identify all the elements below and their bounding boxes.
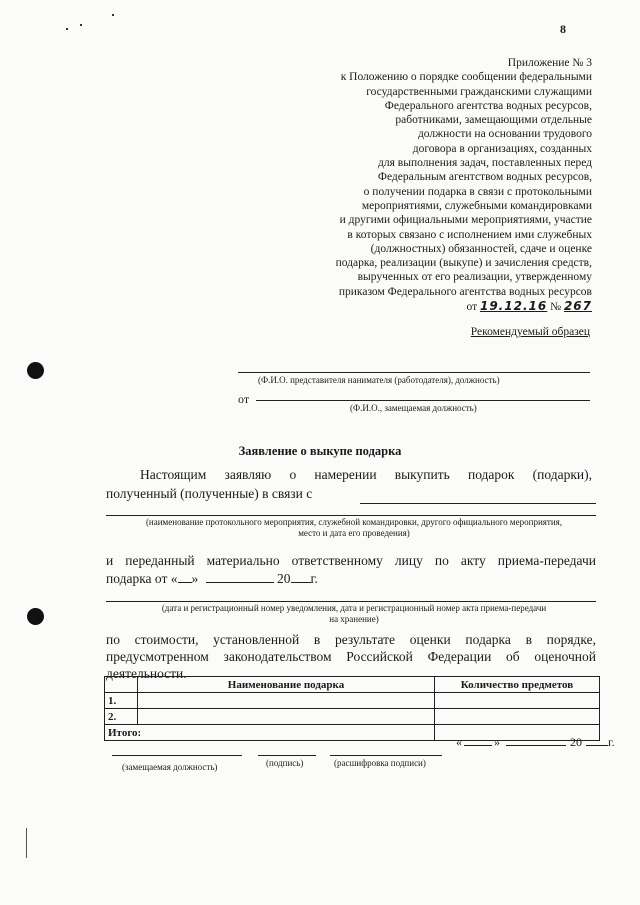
caption-position: (замещаемая должность) [122,762,218,772]
para3-line2: предусмотренном законодательством Российской Федерации об оценочной [106,649,596,664]
para2-line2 [106,570,318,587]
date-open: подарка от « [106,571,178,586]
punch-hole [27,362,44,379]
annex-line: вырученных от его реализации, утвержденному [357,271,592,284]
row-number: 1. [105,693,138,709]
punch-hole [27,608,44,625]
sign-day-field[interactable] [464,734,492,746]
date-quote-open: « [456,735,462,749]
gift-name-cell[interactable] [138,709,435,725]
annex-line: государственными гражданскими служащими [366,85,592,98]
date-close: » [191,571,199,586]
para1-line2: полученный (полученные) в связи с [106,486,313,501]
event-line[interactable] [360,503,596,504]
order-number: 267 [563,299,592,314]
caption-signature: (подпись) [266,758,304,768]
year-prefix: 20 [277,571,291,586]
gift-qty-cell[interactable] [435,693,600,709]
decode-line[interactable] [330,755,442,756]
annex-line: мероприятиями, служебными командировками [361,199,592,212]
day-field[interactable] [178,570,192,583]
scan-speck [112,14,114,16]
total-label: Итого: [105,725,435,741]
annex-line: Федеральным агентством водных ресурсов, [377,171,592,184]
gift-name-cell[interactable] [138,693,435,709]
scan-speck [66,28,68,30]
annex-line: и другими официальными мероприятиями, участие [339,214,592,227]
annex-line: Приложение № 3 [507,57,592,69]
signature-line[interactable] [258,755,316,756]
table-header-row [105,677,600,693]
caption-event-2: место и дата его проведения) [298,528,410,538]
notice-line[interactable] [106,601,596,602]
year-field[interactable] [291,570,311,583]
event-line-2[interactable] [106,515,596,516]
page-number: 8 [560,22,566,36]
sender-line[interactable] [256,400,590,401]
scan-speck [80,24,82,26]
year-suffix: г. [310,571,318,586]
date-quote-close: » [494,735,500,749]
order-date: 19.12.16 [479,299,548,314]
para3-line3: деятельности. [106,666,187,681]
annex-line: подарка, реализации (выкупе) и зачисления средств, [335,257,592,270]
caption-decode: (расшифровка подписи) [334,758,426,768]
margin-mark [26,828,27,858]
col-header-qty: Количество предметов [435,677,600,693]
annex-line: должности на основании трудового [417,128,592,141]
order-date-line [212,299,592,314]
para2-line1: и переданный материально ответственному лицу по акту приема-передачи [106,553,596,568]
sign-month-field[interactable] [506,734,566,746]
annex-line: в которых связано с исполнением ими служебных [347,228,592,241]
sign-date [456,734,615,750]
month-field[interactable] [206,570,274,583]
col-header-name: Наименование подарка [138,677,435,693]
order-from-label: от [466,301,478,314]
document-title: Заявление о выкупе подарка [238,444,402,458]
gift-qty-cell[interactable] [435,709,600,725]
para1-line1: Настоящим заявляю о намерении выкупить подарок (подарки), [140,467,592,482]
sign-year-field[interactable] [586,734,608,746]
gift-table [104,676,600,741]
table-row [105,709,600,725]
table-cell [105,677,138,693]
annex-line: договора в организациях, созданных [412,142,592,155]
recommended-sample: Рекомендуемый образец [470,326,590,338]
addressee-line[interactable] [238,372,590,373]
annex-header [212,56,592,314]
row-number: 2. [105,709,138,725]
caption-event-1: (наименование протокольного мероприятия, служебной командировки, другого официального мероприятия, [145,517,563,527]
sender-caption: (Ф.И.О., замещаемая должность) [350,403,477,413]
position-line[interactable] [112,755,242,756]
annex-line: о получении подарка в связи с протокольными [363,185,592,198]
annex-line: приказом Федерального агентства водных ресурсов [338,285,592,298]
para3-line1: по стоимости, установленной в результате оценки подарка в порядке, [106,632,596,647]
addressee-caption: (Ф.И.О. представителя нанимателя (работодателя), должность) [258,375,500,385]
order-number-label: № [550,301,562,314]
date-year-prefix: 20 [570,735,582,749]
caption-notice-2: на хранение) [329,614,379,624]
annex-line: Федерального агентства водных ресурсов, [384,99,592,112]
from-label: от [238,392,250,406]
date-year-suffix: г. [608,735,615,749]
caption-notice-1: (дата и регистрационный номер уведомления, дата и регистрационный номер акта приема-передачи [161,603,547,613]
annex-line: работниками, замещающими отдельные [395,114,592,127]
annex-line: к Положению о порядке сообщении федеральными [340,71,592,84]
annex-line: (должностных) обязанностей, сдаче и оценке [370,242,592,255]
annex-line: для выполнения задач, поставленных перед [378,157,592,170]
table-row [105,693,600,709]
